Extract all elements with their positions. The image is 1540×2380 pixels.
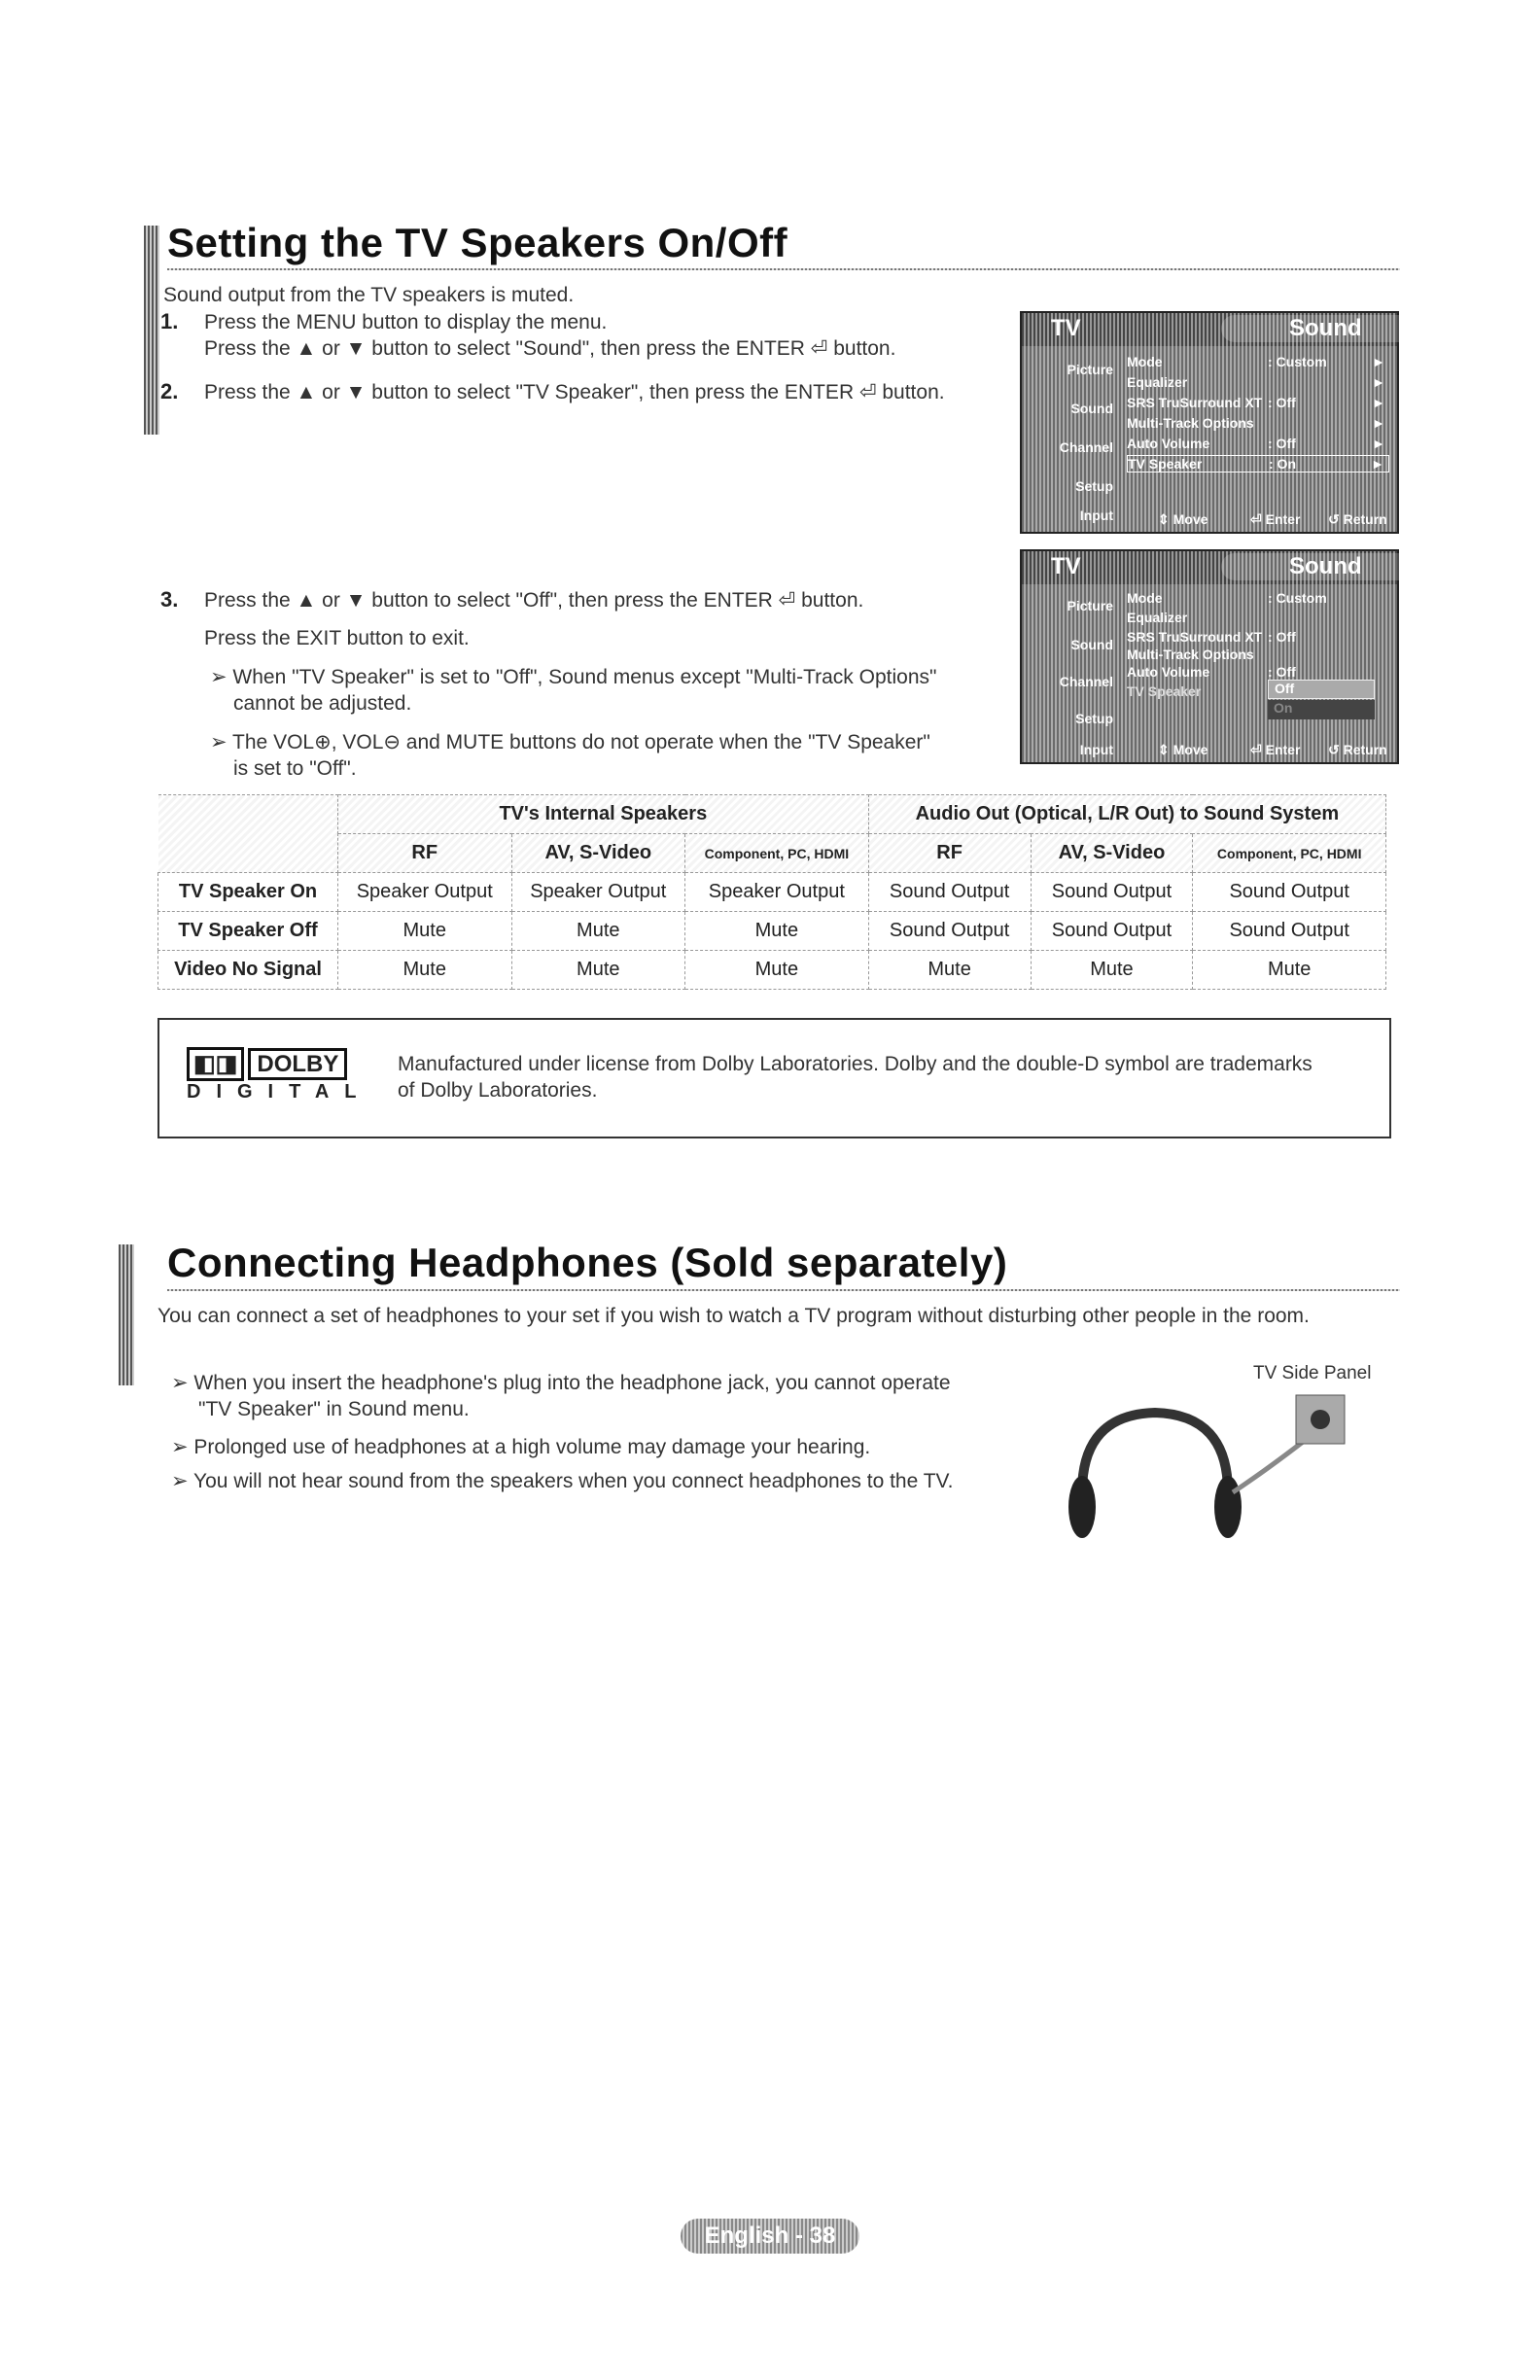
panel-label: TV Side Panel bbox=[1253, 1363, 1372, 1383]
table-row bbox=[158, 951, 1386, 990]
page-number: English - 38 bbox=[681, 2219, 859, 2254]
sub-header: Component, PC, HDMI bbox=[685, 834, 869, 873]
item-value: : On bbox=[1269, 456, 1296, 472]
table-cell: Speaker Output bbox=[511, 873, 685, 912]
menu-side-channel: Channel bbox=[1059, 439, 1113, 455]
move-hint: ⇕ Move bbox=[1158, 742, 1208, 757]
note: ➢ When "TV Speaker" is set to "Off", Sound menus except "Multi-Track Options" bbox=[210, 666, 937, 688]
menu-side-channel: Channel bbox=[1059, 674, 1113, 689]
step-1-line-1: Press the MENU button to display the menu. bbox=[204, 311, 608, 333]
note: cannot be adjusted. bbox=[233, 692, 412, 715]
section-title: Connecting Headphones (Sold separately) bbox=[167, 1240, 1008, 1285]
dolby-text: Manufactured under license from Dolby Laboratories. Dolby and the double-D symbol are trademarks bbox=[398, 1053, 1312, 1075]
section-bar bbox=[144, 226, 159, 435]
table-cell: Speaker Output bbox=[685, 873, 869, 912]
return-hint: ↺ Return bbox=[1328, 511, 1387, 527]
table-cell: Sound Output bbox=[868, 873, 1031, 912]
menu-side-picture: Picture bbox=[1067, 598, 1113, 613]
step-3-line-2: Press the EXIT button to exit. bbox=[204, 627, 470, 649]
dolby-notice-box bbox=[158, 1018, 1391, 1138]
menu-side-setup: Setup bbox=[1075, 478, 1113, 494]
table-cell: Sound Output bbox=[1193, 873, 1386, 912]
menu-tv-label: TV bbox=[1051, 315, 1081, 341]
step-2-line-1: Press the ▲ or ▼ button to select "TV Speaker", then press the ENTER ⏎ button. bbox=[204, 381, 945, 403]
intro-text: Sound output from the TV speakers is muted. bbox=[163, 284, 575, 306]
item-label: Mode bbox=[1127, 354, 1163, 369]
item-label: TV Speaker bbox=[1127, 683, 1202, 699]
table-cell: Mute bbox=[685, 912, 869, 951]
arrow-icon: ► bbox=[1372, 354, 1385, 369]
menu-side-sound: Sound bbox=[1070, 401, 1113, 416]
speaker-output-table bbox=[158, 794, 1386, 990]
item-label: Multi-Track Options bbox=[1127, 647, 1254, 662]
note: ➢ You will not hear sound from the speakers when you connect headphones to the TV. bbox=[171, 1470, 954, 1492]
tv-menu-screenshot-1 bbox=[1020, 311, 1399, 534]
sub-header: RF bbox=[868, 834, 1031, 873]
menu-title: Sound bbox=[1221, 315, 1430, 342]
item-label: Mode bbox=[1127, 590, 1163, 606]
note: is set to "Off". bbox=[233, 757, 357, 780]
group-header: Audio Out (Optical, L/R Out) to Sound System bbox=[868, 795, 1385, 834]
note: "TV Speaker" in Sound menu. bbox=[198, 1398, 470, 1420]
step-number: 3. bbox=[160, 587, 179, 612]
move-hint: ⇕ Move bbox=[1158, 511, 1208, 527]
return-hint: ↺ Return bbox=[1328, 742, 1387, 757]
table-cell: Mute bbox=[1193, 951, 1386, 990]
item-value: : Custom bbox=[1268, 354, 1327, 369]
item-label: Auto Volume bbox=[1127, 436, 1210, 451]
intro-text: You can connect a set of headphones to your set if you wish to watch a TV program without disturbing other people in the room. bbox=[158, 1305, 1310, 1327]
item-label: Multi-Track Options bbox=[1127, 415, 1254, 431]
sub-header: Component, PC, HDMI bbox=[1193, 834, 1386, 873]
note: ➢ When you insert the headphone's plug into the headphone jack, you cannot operate bbox=[171, 1372, 951, 1394]
group-header: TV's Internal Speakers bbox=[338, 795, 869, 834]
step-3-line-1: Press the ▲ or ▼ button to select "Off", then press the ENTER ⏎ button. bbox=[204, 589, 864, 612]
table-cell: Mute bbox=[685, 951, 869, 990]
row-label: TV Speaker Off bbox=[158, 912, 338, 951]
table-row bbox=[158, 912, 1386, 951]
menu-side-input: Input bbox=[1079, 508, 1113, 523]
sub-header: RF bbox=[338, 834, 512, 873]
menu-title: Sound bbox=[1221, 553, 1430, 580]
tv-menu-screenshot-2 bbox=[1020, 549, 1399, 764]
item-label: SRS TruSurround XT bbox=[1127, 395, 1263, 410]
table-cell: Sound Output bbox=[1031, 873, 1193, 912]
arrow-icon: ► bbox=[1372, 415, 1385, 431]
option-off: Off bbox=[1268, 680, 1375, 699]
item-label: SRS TruSurround XT bbox=[1127, 629, 1263, 645]
table-cell: Mute bbox=[511, 912, 685, 951]
note: ➢ The VOL⊕, VOL⊖ and MUTE buttons do not operate when the "TV Speaker" bbox=[210, 731, 930, 753]
dolby-text: of Dolby Laboratories. bbox=[398, 1079, 598, 1102]
table-cell: Mute bbox=[511, 951, 685, 990]
step-number: 1. bbox=[160, 309, 179, 333]
sub-header: AV, S-Video bbox=[511, 834, 685, 873]
menu-side-sound: Sound bbox=[1070, 637, 1113, 652]
item-value: : Off bbox=[1268, 664, 1296, 680]
table-cell: Mute bbox=[868, 951, 1031, 990]
menu-side-setup: Setup bbox=[1075, 711, 1113, 726]
menu-item bbox=[1127, 415, 1389, 431]
item-value: : Off bbox=[1268, 395, 1296, 410]
arrow-icon: ► bbox=[1372, 395, 1385, 410]
table-cell: Speaker Output bbox=[338, 873, 512, 912]
divider bbox=[167, 1289, 1400, 1291]
item-value: : Custom bbox=[1268, 590, 1327, 606]
enter-hint: ⏎ Enter bbox=[1250, 511, 1301, 527]
menu-item bbox=[1127, 436, 1389, 451]
table-row bbox=[158, 873, 1386, 912]
item-value: : Off bbox=[1268, 436, 1296, 451]
row-label: TV Speaker On bbox=[158, 873, 338, 912]
item-label: Equalizer bbox=[1127, 610, 1188, 625]
table-cell: Sound Output bbox=[1193, 912, 1386, 951]
menu-side-input: Input bbox=[1079, 742, 1113, 757]
section-title: Setting the TV Speakers On/Off bbox=[167, 220, 788, 265]
item-label: TV Speaker bbox=[1128, 456, 1203, 472]
menu-item bbox=[1127, 374, 1389, 390]
row-label: Video No Signal bbox=[158, 951, 338, 990]
item-label: Equalizer bbox=[1127, 374, 1188, 390]
table-cell: Mute bbox=[1031, 951, 1193, 990]
table-cell: Sound Output bbox=[1031, 912, 1193, 951]
item-value: : Off bbox=[1268, 629, 1296, 645]
table-cell: Mute bbox=[338, 951, 512, 990]
menu-item-selected bbox=[1127, 455, 1389, 472]
arrow-icon: ► bbox=[1372, 374, 1385, 390]
step-number: 2. bbox=[160, 379, 179, 403]
step-1-line-2: Press the ▲ or ▼ button to select "Sound", then press the ENTER ⏎ button. bbox=[204, 337, 896, 360]
section-bar bbox=[119, 1244, 134, 1385]
dolby-logo: ◧◨ DOLBY DIGITAL bbox=[187, 1047, 372, 1103]
menu-side-picture: Picture bbox=[1067, 362, 1113, 377]
note: ➢ Prolonged use of headphones at a high volume may damage your hearing. bbox=[171, 1436, 871, 1458]
menu-tv-label: TV bbox=[1051, 553, 1081, 579]
arrow-icon: ► bbox=[1372, 436, 1385, 451]
enter-hint: ⏎ Enter bbox=[1250, 742, 1301, 757]
divider bbox=[167, 268, 1400, 270]
menu-item bbox=[1127, 354, 1389, 369]
headphones-illustration bbox=[1053, 1385, 1354, 1546]
menu-item bbox=[1127, 395, 1389, 410]
table-cell: Sound Output bbox=[868, 912, 1031, 951]
item-label: Auto Volume bbox=[1127, 664, 1210, 680]
option-on: On bbox=[1268, 700, 1375, 719]
table-cell: Mute bbox=[338, 912, 512, 951]
sub-header: AV, S-Video bbox=[1031, 834, 1193, 873]
arrow-icon: ► bbox=[1371, 456, 1384, 472]
